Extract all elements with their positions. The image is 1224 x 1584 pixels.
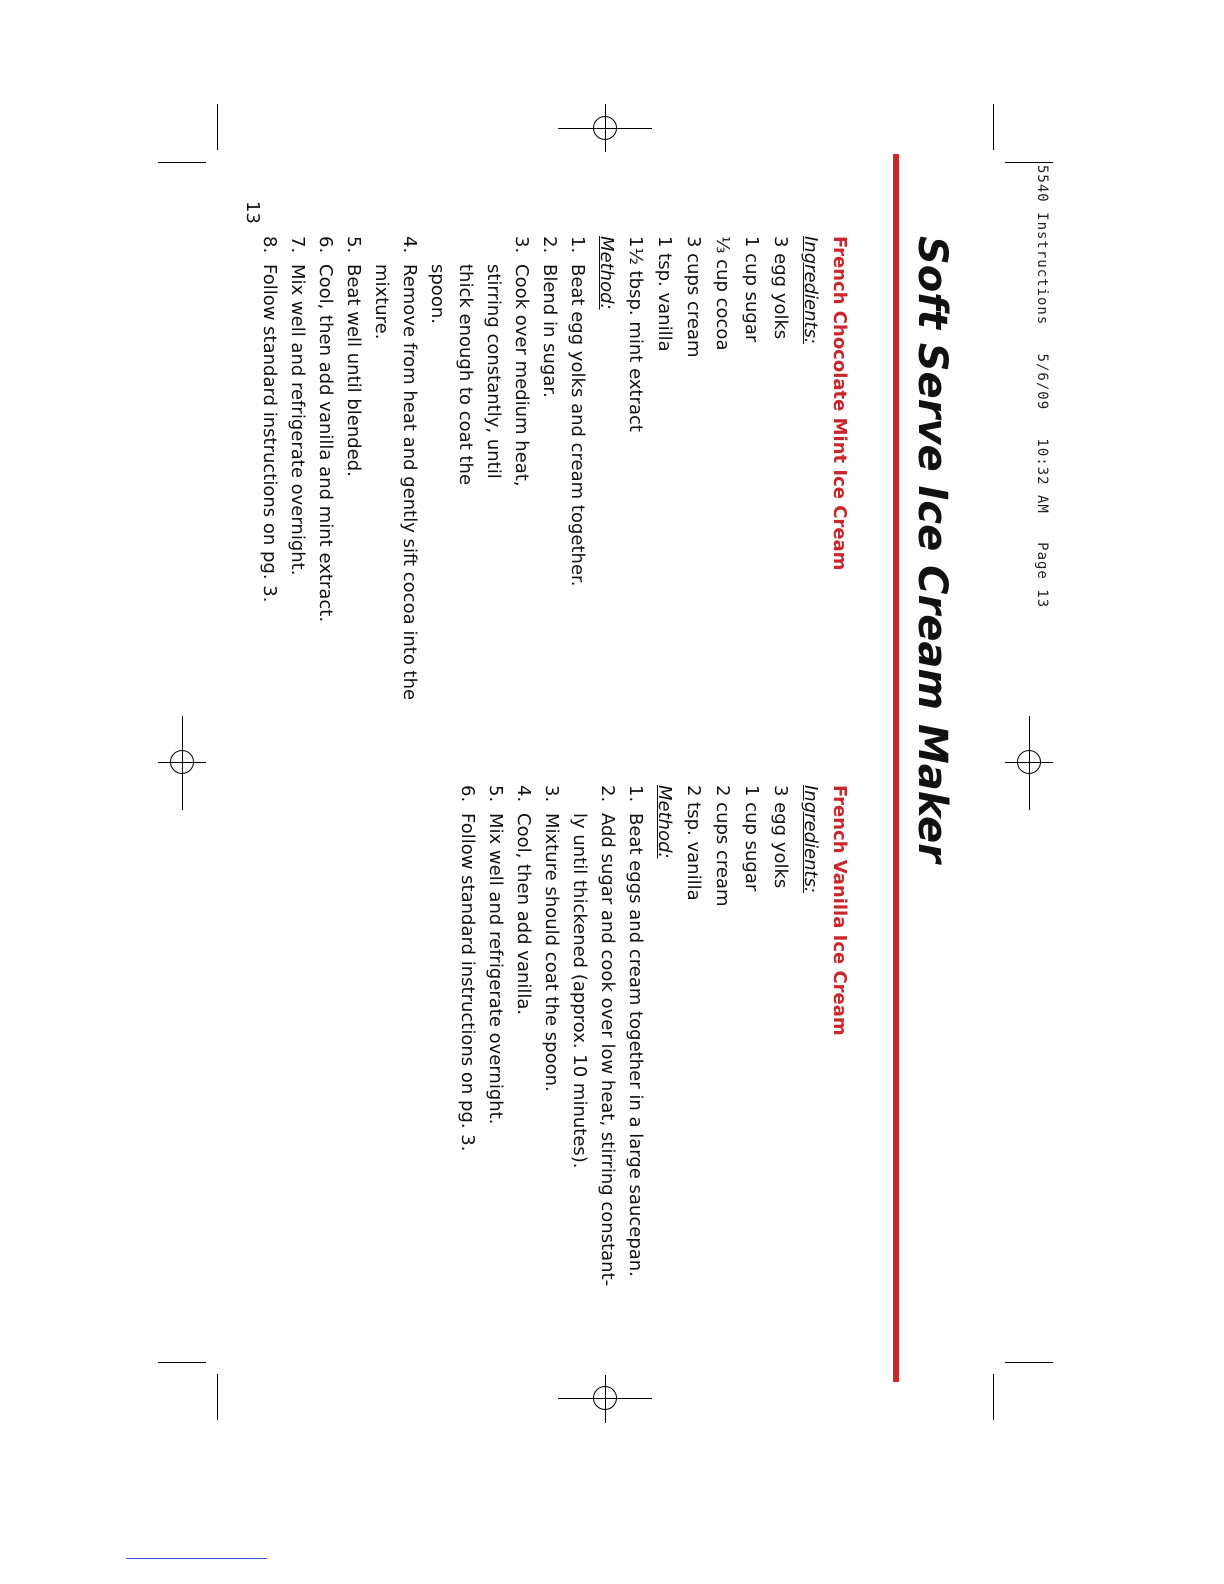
ingredient: 2 cups cream	[712, 785, 733, 907]
recipe-chocolate-mint	[255, 236, 853, 836]
method-step: 3. Mixture should coat the spoon.	[541, 785, 562, 1092]
ingredient: 3 egg yolks	[770, 785, 791, 889]
method-step: 7. Mix well and refrigerate overnight.	[287, 236, 308, 576]
method-step: 1. Beat eggs and cream together in a large saucepan.	[625, 785, 646, 1277]
recipe-french-vanilla	[453, 785, 853, 1305]
method-label: Method:	[596, 236, 617, 310]
method-step: 5. Mix well and refrigerate overnight.	[485, 785, 506, 1125]
method-step: 2. Add sugar and cook over low heat, stirring constant-ly until thickened (approx. 10 minutes).	[569, 785, 618, 1287]
print-slug: 5540 Instructions 5/6/09 10:32 AM Page 13	[1034, 165, 1050, 609]
ingredient: ⅓ cup cocoa	[712, 236, 733, 351]
ingredients-label: Ingredients:	[800, 236, 821, 345]
method-step: 1. Beat egg yolks and cream together.	[567, 236, 588, 587]
ingredient: 1½ tbsp. mint extract	[625, 236, 646, 432]
method-step: 8. Follow standard instructions on pg. 3.	[259, 236, 280, 603]
ingredient: 1 cup sugar	[741, 785, 762, 892]
recipe-title: French Chocolate Mint Ice Cream	[829, 236, 850, 571]
method-step: 4. Cool, then add vanilla.	[513, 785, 534, 1016]
method-step: 5. Beat well until blended.	[343, 236, 364, 477]
page-title: Soft Serve Ice Cream Maker	[909, 236, 955, 863]
ingredient: 2 tsp. vanilla	[683, 785, 704, 901]
method-step: 6. Follow standard instructions on pg. 3.	[457, 785, 478, 1152]
ingredient: 3 cups cream	[683, 236, 704, 358]
ingredient: 1 cup sugar	[741, 236, 762, 343]
page-number: 13	[242, 201, 263, 224]
method-label: Method:	[654, 785, 675, 859]
ingredient: 3 egg yolks	[770, 236, 791, 340]
ingredient: 1 tsp. vanilla	[654, 236, 675, 352]
method-step: 6. Cool, then add vanilla and mint extract.	[315, 236, 336, 623]
recipe-title: French Vanilla Ice Cream	[829, 785, 850, 1036]
ingredients-label: Ingredients:	[800, 785, 821, 894]
method-step: 2. Blend in sugar.	[539, 236, 560, 398]
title-rule	[893, 154, 899, 1382]
method-step: 4. Remove from heat and gently sift cocoa into the mixture.	[371, 236, 420, 701]
method-step: 3. Cook over medium heat, stirring constantly, until thick enough to coat the spoon.	[427, 236, 532, 487]
